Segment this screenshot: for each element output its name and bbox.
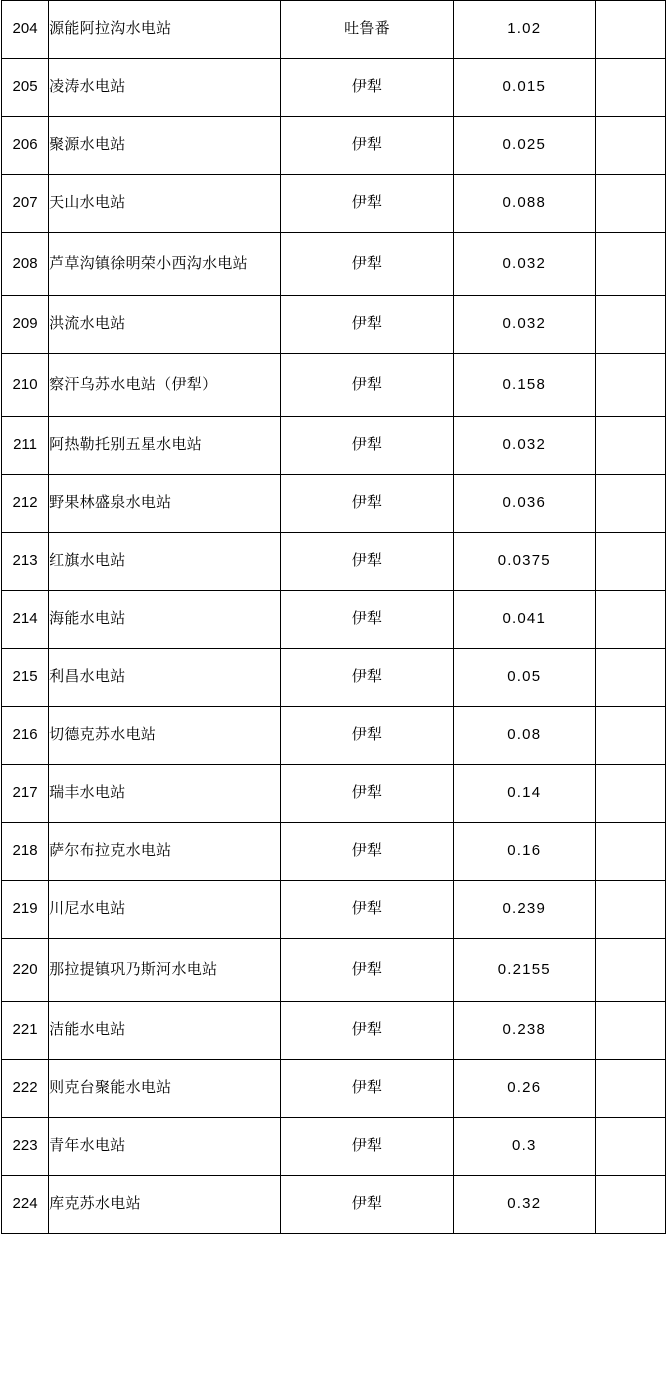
station-name-cell: 阿热勒托别五星水电站 [49,417,281,475]
empty-cell [595,823,665,881]
station-name-cell: 红旗水电站 [49,533,281,591]
empty-cell [595,1,665,59]
station-name-cell: 青年水电站 [49,1118,281,1176]
region-cell: 伊犁 [281,591,453,649]
table-row [2,175,666,233]
capacity-cell: 0.0375 [453,533,595,591]
capacity-cell: 0.238 [453,1002,595,1060]
table-row [2,649,666,707]
station-name-cell: 那拉提镇巩乃斯河水电站 [49,939,281,1002]
station-name-cell: 洪流水电站 [49,296,281,354]
capacity-cell: 0.041 [453,591,595,649]
row-index-cell: 216 [2,707,49,765]
region-cell: 伊犁 [281,533,453,591]
region-cell: 伊犁 [281,1060,453,1118]
table-row [2,296,666,354]
table-row [2,1,666,59]
station-name-cell: 则克台聚能水电站 [49,1060,281,1118]
row-index-cell: 206 [2,117,49,175]
capacity-cell: 0.239 [453,881,595,939]
table-row [2,881,666,939]
capacity-cell: 0.032 [453,233,595,296]
table-row [2,533,666,591]
table-row [2,1118,666,1176]
table-row [2,59,666,117]
empty-cell [595,881,665,939]
table-row [2,1002,666,1060]
region-cell: 伊犁 [281,765,453,823]
table-row [2,939,666,1002]
capacity-cell: 0.032 [453,296,595,354]
capacity-cell: 0.2155 [453,939,595,1002]
empty-cell [595,354,665,417]
empty-cell [595,765,665,823]
capacity-cell: 0.16 [453,823,595,881]
table-row [2,765,666,823]
region-cell: 伊犁 [281,475,453,533]
empty-cell [595,59,665,117]
row-index-cell: 224 [2,1176,49,1234]
hydropower-station-table [1,0,666,1234]
table-row [2,1176,666,1234]
row-index-cell: 215 [2,649,49,707]
station-name-cell: 洁能水电站 [49,1002,281,1060]
capacity-cell: 0.036 [453,475,595,533]
station-name-cell: 聚源水电站 [49,117,281,175]
capacity-cell: 0.14 [453,765,595,823]
region-cell: 伊犁 [281,296,453,354]
region-cell: 伊犁 [281,823,453,881]
region-cell: 伊犁 [281,417,453,475]
row-index-cell: 222 [2,1060,49,1118]
row-index-cell: 217 [2,765,49,823]
empty-cell [595,475,665,533]
table-row [2,354,666,417]
capacity-cell: 0.032 [453,417,595,475]
capacity-cell: 0.088 [453,175,595,233]
station-name-cell: 萨尔布拉克水电站 [49,823,281,881]
capacity-cell: 0.025 [453,117,595,175]
row-index-cell: 220 [2,939,49,1002]
empty-cell [595,175,665,233]
row-index-cell: 207 [2,175,49,233]
table-row [2,591,666,649]
station-name-cell: 瑞丰水电站 [49,765,281,823]
region-cell: 伊犁 [281,1002,453,1060]
empty-cell [595,296,665,354]
row-index-cell: 211 [2,417,49,475]
region-cell: 伊犁 [281,117,453,175]
table-row [2,707,666,765]
empty-cell [595,1060,665,1118]
station-name-cell: 海能水电站 [49,591,281,649]
empty-cell [595,1118,665,1176]
region-cell: 伊犁 [281,707,453,765]
empty-cell [595,707,665,765]
row-index-cell: 205 [2,59,49,117]
table-body [2,1,666,1234]
row-index-cell: 221 [2,1002,49,1060]
table-row [2,823,666,881]
row-index-cell: 214 [2,591,49,649]
station-name-cell: 切德克苏水电站 [49,707,281,765]
region-cell: 伊犁 [281,233,453,296]
empty-cell [595,591,665,649]
row-index-cell: 218 [2,823,49,881]
region-cell: 伊犁 [281,354,453,417]
empty-cell [595,117,665,175]
row-index-cell: 208 [2,233,49,296]
region-cell: 伊犁 [281,881,453,939]
empty-cell [595,1002,665,1060]
row-index-cell: 209 [2,296,49,354]
station-name-cell: 天山水电站 [49,175,281,233]
region-cell: 吐鲁番 [281,1,453,59]
capacity-cell: 0.158 [453,354,595,417]
station-name-cell: 野果林盛泉水电站 [49,475,281,533]
row-index-cell: 204 [2,1,49,59]
capacity-cell: 0.32 [453,1176,595,1234]
capacity-cell: 0.015 [453,59,595,117]
capacity-cell: 0.05 [453,649,595,707]
row-index-cell: 213 [2,533,49,591]
region-cell: 伊犁 [281,175,453,233]
empty-cell [595,1176,665,1234]
capacity-cell: 0.26 [453,1060,595,1118]
region-cell: 伊犁 [281,1176,453,1234]
capacity-cell: 1.02 [453,1,595,59]
station-name-cell: 芦草沟镇徐明荣小西沟水电站 [49,233,281,296]
table-row [2,233,666,296]
table-row [2,117,666,175]
region-cell: 伊犁 [281,939,453,1002]
station-name-cell: 库克苏水电站 [49,1176,281,1234]
empty-cell [595,649,665,707]
table-row [2,1060,666,1118]
table-row [2,417,666,475]
empty-cell [595,233,665,296]
region-cell: 伊犁 [281,1118,453,1176]
empty-cell [595,417,665,475]
station-name-cell: 源能阿拉沟水电站 [49,1,281,59]
station-name-cell: 凌涛水电站 [49,59,281,117]
row-index-cell: 223 [2,1118,49,1176]
capacity-cell: 0.08 [453,707,595,765]
empty-cell [595,939,665,1002]
row-index-cell: 210 [2,354,49,417]
capacity-cell: 0.3 [453,1118,595,1176]
station-name-cell: 察汗乌苏水电站（伊犁） [49,354,281,417]
empty-cell [595,533,665,591]
table-row [2,475,666,533]
station-name-cell: 利昌水电站 [49,649,281,707]
row-index-cell: 219 [2,881,49,939]
region-cell: 伊犁 [281,59,453,117]
station-name-cell: 川尼水电站 [49,881,281,939]
row-index-cell: 212 [2,475,49,533]
region-cell: 伊犁 [281,649,453,707]
